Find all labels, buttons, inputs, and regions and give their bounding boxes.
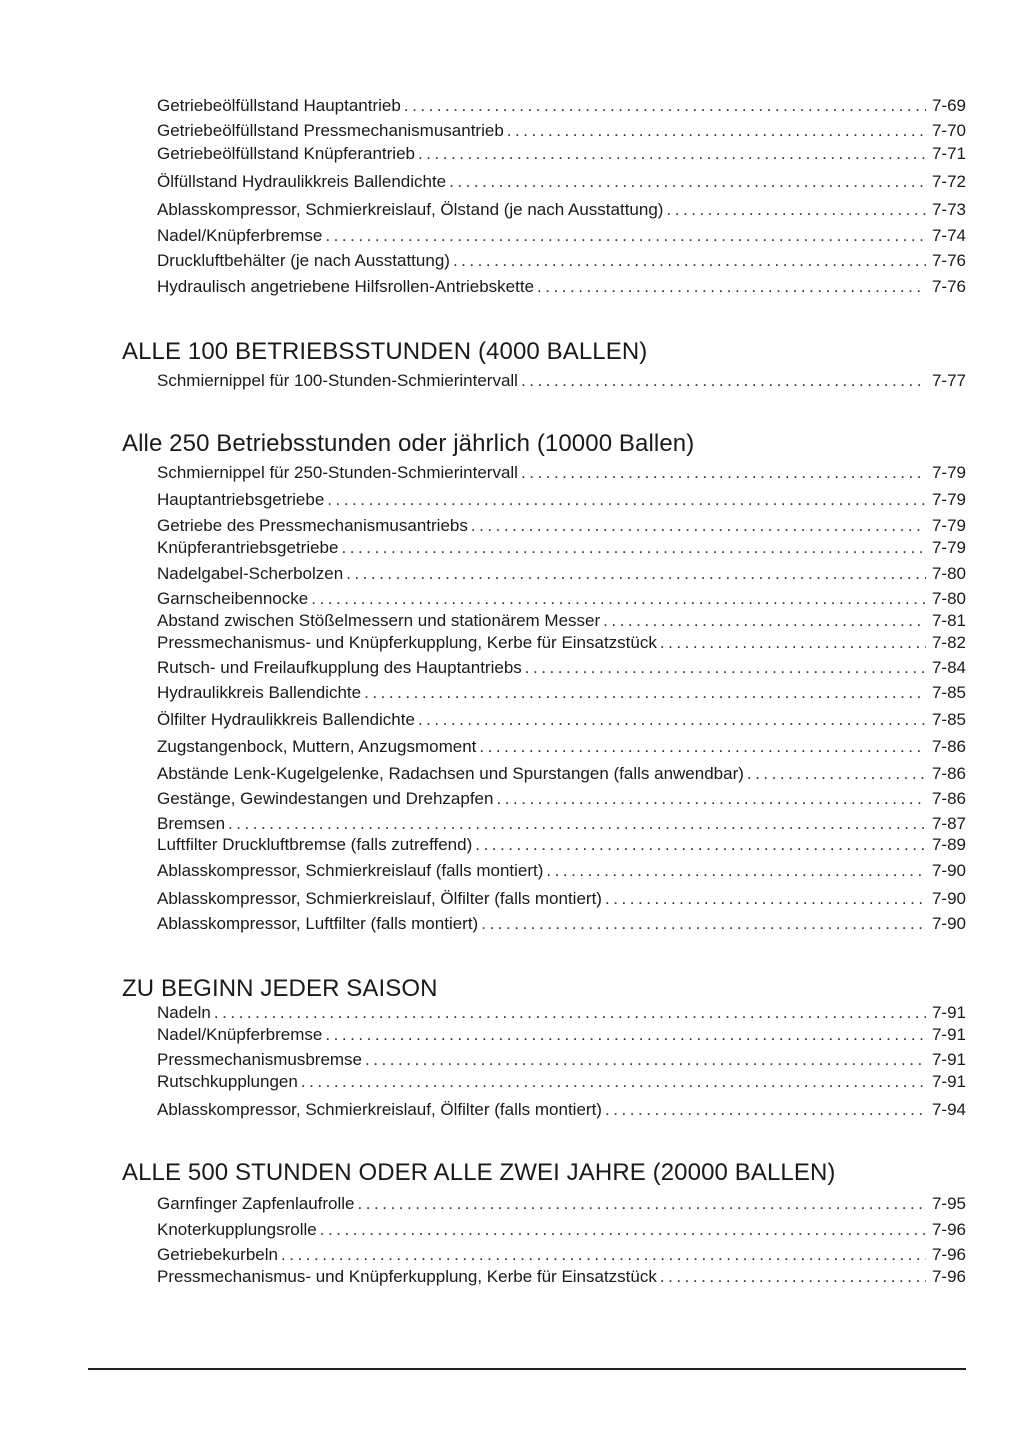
toc-entry-title: Nadel/Knüpferbremse [157, 1025, 323, 1044]
toc-entry-page: 7-96 [931, 1220, 966, 1239]
dot-leader [325, 1025, 926, 1045]
toc-entry-title: Pressmechanismusbremse [157, 1050, 363, 1069]
toc-entry-title: Hauptantriebsgetriebe [157, 490, 325, 509]
toc-entry[interactable] [157, 589, 966, 609]
toc-entry-page: 7-89 [931, 835, 966, 854]
toc-entry[interactable] [157, 490, 966, 510]
toc-entry-title: Gestänge, Gewindestangen und Drehzapfen [157, 789, 494, 808]
toc-entry[interactable] [157, 710, 966, 730]
toc-entry-page: 7-76 [931, 251, 966, 270]
dot-leader [404, 96, 926, 116]
toc-entry-page: 7-95 [931, 1194, 966, 1213]
dot-leader [605, 1100, 926, 1120]
section-heading: ALLE 500 STUNDEN ODER ALLE ZWEI JAHRE (20000 BALLEN) [122, 1159, 836, 1186]
toc-entry-page: 7-90 [931, 914, 966, 933]
toc-entry[interactable] [157, 1025, 966, 1045]
toc-entry[interactable] [157, 1194, 966, 1214]
toc-entry-title: Garnfinger Zapfenlaufrolle [157, 1194, 355, 1213]
toc-entry-page: 7-90 [931, 889, 966, 908]
toc-entry-page: 7-85 [931, 683, 966, 702]
toc-entry-page: 7-79 [931, 463, 966, 482]
toc-entry-page: 7-69 [931, 96, 966, 115]
toc-entry-page: 7-73 [931, 200, 966, 219]
toc-entry[interactable] [157, 277, 966, 297]
toc-entry[interactable] [157, 1072, 966, 1092]
toc-entry[interactable] [157, 683, 966, 703]
toc-entry[interactable] [157, 538, 966, 558]
toc-entry[interactable] [157, 121, 966, 141]
toc-entry[interactable] [157, 889, 966, 909]
toc-entry-page: 7-81 [931, 611, 966, 630]
toc-entry-title: Pressmechanismus- und Knüpferkupplung, Kerbe für Einsatzstück [157, 1267, 657, 1286]
toc-entry[interactable] [157, 611, 966, 631]
toc-entry-title: Schmiernippel für 100-Stunden-Schmierintervall [157, 371, 518, 390]
dot-leader [507, 121, 926, 141]
dot-leader [471, 516, 926, 536]
dot-leader [537, 277, 926, 297]
dot-leader [605, 889, 926, 909]
dot-leader [546, 861, 926, 881]
toc-entry-title: Ablasskompressor, Schmierkreislauf (falls montiert) [157, 861, 544, 880]
section-heading: Alle 250 Betriebsstunden oder jährlich (10000 Ballen) [122, 430, 695, 457]
toc-entry[interactable] [157, 914, 966, 934]
toc-entry[interactable] [157, 200, 966, 220]
toc-entry[interactable] [157, 633, 966, 653]
toc-entry-title: Getriebe des Pressmechanismusantriebs [157, 516, 468, 535]
toc-entry-title: Getriebeölfüllstand Pressmechanismusantrieb [157, 121, 504, 140]
toc-entry-page: 7-79 [931, 490, 966, 509]
dot-leader [365, 1050, 926, 1070]
toc-entry-title: Knüpferantriebsgetriebe [157, 538, 339, 557]
dot-leader [666, 200, 926, 220]
toc-entry-page: 7-86 [931, 737, 966, 756]
toc-entry-title: Abstand zwischen Stößelmessern und stationärem Messer [157, 611, 601, 630]
dot-leader [418, 710, 926, 730]
toc-entry-title: Luftfilter Druckluftbremse (falls zutreffend) [157, 835, 473, 854]
toc-entry-page: 7-90 [931, 861, 966, 880]
toc-entry-page: 7-70 [931, 121, 966, 140]
toc-entry-page: 7-72 [931, 172, 966, 191]
dot-leader [660, 633, 926, 653]
toc-entry[interactable] [157, 1220, 966, 1240]
toc-entry-title: Ablasskompressor, Schmierkreislauf, Ölstand (je nach Ausstattung) [157, 200, 664, 219]
toc-entry-page: 7-76 [931, 277, 966, 296]
toc-entry[interactable] [157, 1245, 966, 1265]
toc-entry-page: 7-91 [931, 1072, 966, 1091]
toc-entry[interactable] [157, 226, 966, 246]
toc-entry-title: Ablasskompressor, Luftfilter (falls montiert) [157, 914, 479, 933]
toc-entry-title: Abstände Lenk-Kugelgelenke, Radachsen und Spurstangen (falls anwendbar) [157, 764, 744, 783]
toc-entry-title: Bremsen [157, 814, 226, 833]
toc-entry-title: Getriebeölfüllstand Hauptantrieb [157, 96, 401, 115]
toc-entry[interactable] [157, 1050, 966, 1070]
dot-leader [320, 1220, 926, 1240]
dot-leader [364, 683, 926, 703]
dot-leader [496, 789, 926, 809]
toc-entry[interactable] [157, 814, 966, 834]
toc-entry-page: 7-86 [931, 789, 966, 808]
toc-entry-title: Knoterkupplungsrolle [157, 1220, 317, 1239]
dot-leader [481, 914, 926, 934]
toc-entry[interactable] [157, 144, 966, 164]
toc-entry[interactable] [157, 564, 966, 584]
toc-entry-title: Druckluftbehälter (je nach Ausstattung) [157, 251, 450, 270]
toc-entry[interactable] [157, 789, 966, 809]
toc-entry-title: Ablasskompressor, Schmierkreislauf, Ölfilter (falls montiert) [157, 889, 602, 908]
dot-leader [449, 172, 926, 192]
section-heading: ZU BEGINN JEDER SAISON [122, 975, 438, 1002]
toc-entry-title: Hydraulisch angetriebene Hilfsrollen-Antriebskette [157, 277, 535, 296]
dot-leader [418, 144, 926, 164]
toc-entry[interactable] [157, 737, 966, 757]
toc-entry[interactable] [157, 1100, 966, 1120]
toc-entry[interactable] [157, 463, 966, 483]
toc-entry-page: 7-86 [931, 764, 966, 783]
toc-entry-page: 7-91 [931, 1050, 966, 1069]
toc-entry-page: 7-91 [931, 1003, 966, 1022]
dot-leader [327, 490, 926, 510]
toc-entry-page: 7-71 [931, 144, 966, 163]
toc-entry[interactable] [157, 1267, 966, 1287]
toc-entry[interactable] [157, 835, 966, 855]
dot-leader [341, 538, 926, 558]
toc-entry[interactable] [157, 658, 966, 678]
dot-leader [479, 737, 926, 757]
toc-entry-title: Ölfilter Hydraulikkreis Ballendichte [157, 710, 415, 729]
toc-entry-title: Getriebekurbeln [157, 1245, 278, 1264]
toc-entry-title: Schmiernippel für 250-Stunden-Schmierintervall [157, 463, 518, 482]
toc-entry[interactable] [157, 861, 966, 881]
toc-entry-page: 7-84 [931, 658, 966, 677]
dot-leader [346, 564, 926, 584]
dot-leader [603, 611, 926, 631]
toc-entry-page: 7-79 [931, 538, 966, 557]
toc-entry-title: Hydraulikkreis Ballendichte [157, 683, 362, 702]
toc-entry-title: Ölfüllstand Hydraulikkreis Ballendichte [157, 172, 447, 191]
footer-rule [88, 1368, 966, 1370]
toc-entry-title: Rutschkupplungen [157, 1072, 298, 1091]
dot-leader [747, 764, 926, 784]
dot-leader [325, 226, 926, 246]
toc-entry-title: Garnscheibennocke [157, 589, 309, 608]
toc-entry-page: 7-85 [931, 710, 966, 729]
toc-entry[interactable] [157, 251, 966, 271]
toc-entry-page: 7-87 [931, 814, 966, 833]
toc-entry-title: Nadel/Knüpferbremse [157, 226, 323, 245]
toc-entry-page: 7-96 [931, 1245, 966, 1264]
dot-leader [358, 1194, 926, 1214]
dot-leader [214, 1003, 926, 1023]
toc-entry-page: 7-79 [931, 516, 966, 535]
toc-entry-title: Zugstangenbock, Muttern, Anzugsmoment [157, 737, 477, 756]
toc-entry-page: 7-91 [931, 1025, 966, 1044]
toc-entry-page: 7-80 [931, 589, 966, 608]
toc-entry-title: Getriebeölfüllstand Knüpferantrieb [157, 144, 415, 163]
toc-entry[interactable] [157, 1003, 966, 1023]
toc-entry-page: 7-96 [931, 1267, 966, 1286]
toc-entry-page: 7-94 [931, 1100, 966, 1119]
toc-entry-page: 7-80 [931, 564, 966, 583]
toc-entry[interactable] [157, 516, 966, 536]
toc-entry-title: Nadeln [157, 1003, 211, 1022]
dot-leader [311, 589, 926, 609]
section-heading: ALLE 100 BETRIEBSSTUNDEN (4000 BALLEN) [122, 338, 648, 365]
dot-leader [521, 463, 926, 483]
toc-entry-title: Ablasskompressor, Schmierkreislauf, Ölfilter (falls montiert) [157, 1100, 602, 1119]
dot-leader [281, 1245, 926, 1265]
toc-entry[interactable] [157, 764, 966, 784]
toc-entry[interactable] [157, 96, 966, 116]
toc-entry-title: Rutsch- und Freilaufkupplung des Hauptantriebs [157, 658, 522, 677]
toc-entry-title: Pressmechanismus- und Knüpferkupplung, Kerbe für Einsatzstück [157, 633, 657, 652]
dot-leader [521, 371, 926, 391]
dot-leader [660, 1267, 926, 1287]
dot-leader [301, 1072, 926, 1092]
dot-leader [475, 835, 926, 855]
dot-leader [525, 658, 926, 678]
dot-leader [453, 251, 926, 271]
toc-entry-page: 7-82 [931, 633, 966, 652]
toc-entry[interactable] [157, 172, 966, 192]
toc-entry-page: 7-74 [931, 226, 966, 245]
dot-leader [228, 814, 926, 834]
toc-entry-title: Nadelgabel-Scherbolzen [157, 564, 344, 583]
toc-entry[interactable] [157, 371, 966, 391]
toc-entry-page: 7-77 [931, 371, 966, 390]
